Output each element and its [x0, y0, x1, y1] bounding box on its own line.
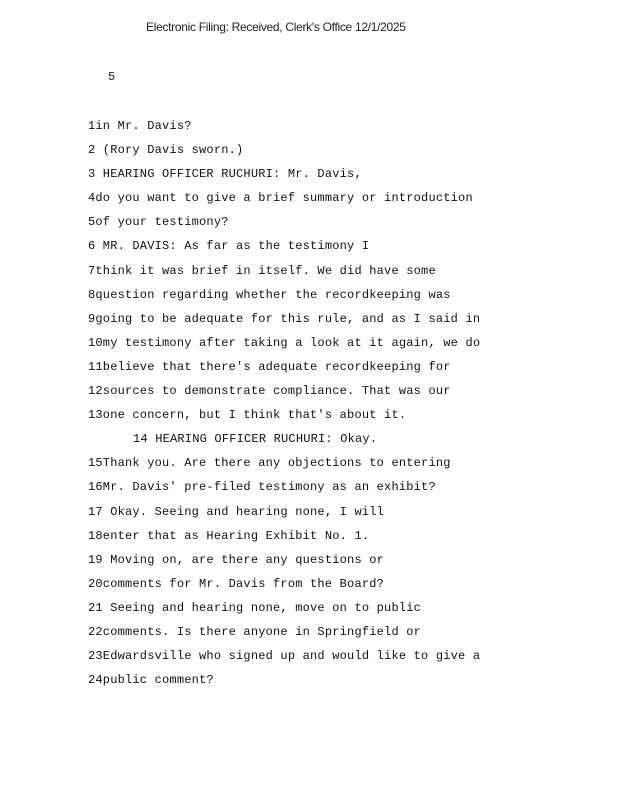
transcript-line-text: 4do you want to give a brief summary or introduction	[88, 191, 473, 206]
transcript-line-text: 16Mr. Davis' pre-filed testimony as an exhibit?	[88, 480, 436, 495]
transcript-line-text: 1in Mr. Davis?	[88, 119, 192, 133]
transcript-line-text: 2 (Rory Davis sworn.)	[88, 143, 244, 158]
transcript-line	[88, 288, 480, 312]
transcript-line-text: 6 MR. DAVIS: As far as the testimony I	[88, 239, 370, 254]
transcript-line	[88, 384, 480, 408]
transcript-line-text: 23Edwardsville who signed up and would like to give a	[88, 649, 481, 664]
transcript-line-text: 11believe that there's adequate recordkeeping for	[88, 359, 451, 374]
transcript-line	[88, 336, 480, 360]
filing-stamp-header: Electronic Filing: Received, Clerk's Office 12/1/2025	[146, 20, 406, 34]
transcript-line-text: 7think it was brief in itself. We did have some	[88, 263, 436, 278]
transcript-line	[88, 167, 480, 191]
transcript-line-text: 10my testimony after taking a look at it again, we do	[88, 335, 481, 350]
transcript-line	[88, 119, 480, 143]
transcript-line-text: 15Thank you. Are there any objections to entering	[88, 456, 451, 471]
transcript-line	[88, 553, 480, 577]
transcript-line-text: 9going to be adequate for this rule, and as I said in	[88, 311, 481, 326]
transcript-line-text: 19 Moving on, are there any questions or	[88, 552, 385, 567]
transcript-line	[88, 408, 480, 432]
transcript-line	[88, 577, 480, 601]
transcript-line	[88, 505, 480, 529]
transcript-line	[88, 360, 480, 384]
transcript-line	[88, 456, 480, 480]
page-number: 5	[108, 70, 116, 84]
transcript-line-text: 24public comment?	[88, 673, 214, 688]
transcript-line	[88, 601, 480, 625]
transcript-line-text: 13one concern, but I think that's about it.	[88, 408, 407, 423]
transcript-line-text: 8question regarding whether the recordkeeping was	[88, 287, 451, 302]
transcript-line-text: 22comments. Is there anyone in Springfield or	[88, 624, 422, 639]
transcript-line-text: 20comments for Mr. Davis from the Board?	[88, 576, 385, 591]
transcript-line	[88, 239, 480, 263]
transcript-line	[88, 480, 480, 504]
transcript-line-text: 3 HEARING OFFICER RUCHURI: Mr. Davis,	[88, 167, 362, 182]
transcript-line	[88, 215, 480, 239]
transcript-line-text: 18enter that as Hearing Exhibit No. 1.	[88, 528, 370, 543]
transcript-line-text: 21 Seeing and hearing none, move on to public	[88, 600, 422, 615]
transcript-line-text: 5of your testimony?	[88, 215, 229, 230]
transcript-line	[88, 264, 480, 288]
transcript-line	[88, 625, 480, 649]
transcript-line-text: 12sources to demonstrate compliance. That was our	[88, 384, 451, 399]
transcript-body	[88, 119, 480, 697]
transcript-line	[88, 143, 480, 167]
transcript-line	[88, 529, 480, 553]
transcript-line	[88, 432, 480, 456]
transcript-line	[88, 191, 480, 215]
transcript-line-text: 17 Okay. Seeing and hearing none, I will	[88, 504, 385, 519]
transcript-line	[88, 673, 480, 697]
transcript-line	[88, 312, 480, 336]
transcript-line	[88, 649, 480, 673]
transcript-line-text: 14 HEARING OFFICER RUCHURI: Okay.	[133, 432, 378, 447]
